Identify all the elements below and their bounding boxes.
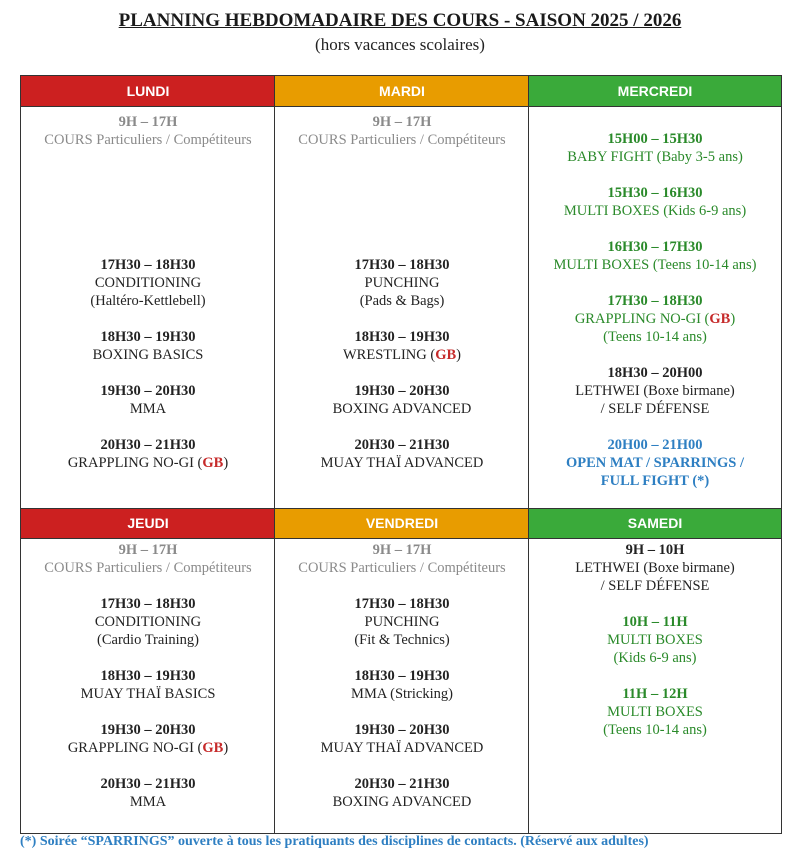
day-body-lundi bbox=[21, 107, 275, 508]
day-header-jeudi: JEUDI bbox=[21, 508, 275, 539]
slot-label: MMA bbox=[129, 794, 167, 810]
slot-time: 19H30 – 20H30 bbox=[354, 383, 450, 399]
slot-label: CONDITIONING bbox=[94, 614, 202, 630]
slot-time: 9H – 17H bbox=[372, 542, 432, 558]
slot-time: 17H30 – 18H30 bbox=[100, 257, 196, 273]
footnote: (*) Soirée “SPARRINGS” ouverte à tous les pratiquants des disciplines de contacts. (Réservé aux adultes) bbox=[20, 834, 649, 849]
day-column-lundi bbox=[21, 76, 275, 508]
slot-label: LETHWEI (Boxe birmane) bbox=[575, 560, 735, 576]
slot bbox=[529, 130, 781, 166]
gb-tag: GB bbox=[202, 455, 224, 471]
slot-label: OPEN MAT / SPARRINGS / bbox=[565, 455, 745, 471]
slot-sublabel: / SELF DÉFENSE bbox=[600, 401, 710, 417]
day-header-samedi: SAMEDI bbox=[529, 508, 781, 539]
slot-time: 17H30 – 18H30 bbox=[354, 257, 450, 273]
label-text: ) bbox=[223, 455, 229, 471]
slot bbox=[21, 256, 275, 310]
slot-time: 19H30 – 20H30 bbox=[100, 722, 196, 738]
slot-label: BOXING ADVANCED bbox=[332, 794, 472, 810]
slot-label bbox=[529, 310, 781, 328]
day-header-mercredi: MERCREDI bbox=[529, 76, 781, 107]
gb-tag: GB bbox=[202, 740, 224, 756]
day-body-mercredi bbox=[529, 107, 781, 508]
slot-sublabel: (Pads & Bags) bbox=[359, 293, 445, 309]
slot-time: 20H30 – 21H30 bbox=[100, 437, 196, 453]
day-column-mercredi bbox=[529, 76, 781, 508]
slot-label bbox=[275, 346, 529, 364]
page-subtitle: (hors vacances scolaires) bbox=[315, 35, 485, 54]
slot-label: MULTI BOXES (Kids 6-9 ans) bbox=[563, 203, 747, 219]
slot bbox=[529, 613, 781, 667]
day-column-samedi bbox=[529, 508, 781, 833]
day-body-vendredi bbox=[275, 539, 529, 833]
slot-label bbox=[21, 454, 275, 472]
slot-time: 11H – 12H bbox=[622, 686, 688, 702]
label-text: WRESTLING ( bbox=[342, 347, 436, 363]
slot bbox=[21, 667, 275, 703]
slot-time: 19H30 – 20H30 bbox=[100, 383, 196, 399]
slot-time: 18H30 – 19H30 bbox=[354, 668, 450, 684]
slot-time: 9H – 10H bbox=[625, 542, 685, 558]
day-column-vendredi bbox=[275, 508, 529, 833]
gb-tag: GB bbox=[435, 347, 457, 363]
label-text: ) bbox=[730, 311, 736, 327]
slot bbox=[275, 256, 529, 310]
label-text: GRAPPLING NO-GI ( bbox=[574, 311, 710, 327]
slot-label: COURS Particuliers / Compétiteurs bbox=[44, 560, 252, 576]
slot-time: 18H30 – 19H30 bbox=[100, 329, 196, 345]
slot-sublabel: (Fit & Technics) bbox=[354, 632, 450, 648]
slot-label bbox=[21, 739, 275, 757]
slot-time: 9H – 17H bbox=[118, 114, 178, 130]
slot bbox=[275, 775, 529, 811]
column-divider bbox=[274, 76, 275, 833]
slot-label: MULTI BOXES (Teens 10-14 ans) bbox=[553, 257, 757, 273]
slot-time: 15H30 – 16H30 bbox=[607, 185, 703, 201]
page-title: PLANNING HEBDOMADAIRE DES COURS - SAISON 2025 / 2026 bbox=[118, 10, 682, 31]
slot-sublabel: (Cardio Training) bbox=[97, 632, 199, 648]
slot-label: BOXING ADVANCED bbox=[332, 401, 472, 417]
slot-label: COURS Particuliers / Compétiteurs bbox=[298, 132, 506, 148]
day-header-mardi: MARDI bbox=[275, 76, 529, 107]
slot-label: PUNCHING bbox=[364, 614, 440, 630]
slot-label: BABY FIGHT (Baby 3-5 ans) bbox=[567, 149, 743, 165]
slot-sublabel: (Teens 10-14 ans) bbox=[603, 722, 707, 738]
slot bbox=[21, 721, 275, 757]
slot-time: 10H – 11H bbox=[622, 614, 688, 630]
label-text: ) bbox=[223, 740, 229, 756]
slot-time: 20H00 – 21H00 bbox=[607, 437, 703, 453]
slot-time: 18H30 – 20H00 bbox=[607, 365, 703, 381]
slot-time: 20H30 – 21H30 bbox=[100, 776, 196, 792]
slot-time: 20H30 – 21H30 bbox=[354, 437, 450, 453]
slot-label: MULTI BOXES bbox=[607, 632, 703, 648]
slot-label: MUAY THAÏ ADVANCED bbox=[320, 740, 484, 756]
day-body-jeudi bbox=[21, 539, 275, 833]
slot bbox=[529, 685, 781, 739]
slot-label: MUAY THAÏ ADVANCED bbox=[320, 455, 484, 471]
slot-open-mat bbox=[529, 436, 781, 490]
slot-time: 15H00 – 15H30 bbox=[607, 131, 703, 147]
slot-label: MMA bbox=[129, 401, 167, 417]
slot-label: CONDITIONING bbox=[94, 275, 202, 291]
slot-time: 17H30 – 18H30 bbox=[100, 596, 196, 612]
slot-time: 20H30 – 21H30 bbox=[354, 776, 450, 792]
slot-label: MMA (Stricking) bbox=[351, 686, 453, 702]
slot-label: LETHWEI (Boxe birmane) bbox=[575, 383, 735, 399]
slot-sublabel: / SELF DÉFENSE bbox=[600, 578, 710, 594]
slot-time: 16H30 – 17H30 bbox=[607, 239, 703, 255]
slot-time: 19H30 – 20H30 bbox=[354, 722, 450, 738]
slot-private bbox=[275, 541, 529, 577]
slot-private bbox=[275, 113, 529, 149]
schedule-grid bbox=[20, 75, 782, 834]
slot bbox=[275, 721, 529, 757]
row-divider bbox=[21, 508, 781, 509]
slot-time: 9H – 17H bbox=[118, 542, 178, 558]
day-header-vendredi: VENDREDI bbox=[275, 508, 529, 539]
slot bbox=[529, 184, 781, 220]
slot-time: 17H30 – 18H30 bbox=[607, 293, 703, 309]
slot-sublabel: FULL FIGHT (*) bbox=[600, 473, 710, 489]
slot bbox=[275, 595, 529, 649]
slot-private bbox=[21, 113, 275, 149]
slot bbox=[529, 541, 781, 595]
slot-time: 17H30 – 18H30 bbox=[354, 596, 450, 612]
slot-sublabel: (Teens 10-14 ans) bbox=[603, 329, 707, 345]
label-text: GRAPPLING NO-GI ( bbox=[67, 740, 203, 756]
slot-time: 9H – 17H bbox=[372, 114, 432, 130]
slot bbox=[21, 775, 275, 811]
slot-label: COURS Particuliers / Compétiteurs bbox=[44, 132, 252, 148]
slot bbox=[275, 667, 529, 703]
slot bbox=[275, 328, 529, 364]
slot-time: 18H30 – 19H30 bbox=[100, 668, 196, 684]
slot-sublabel: (Kids 6-9 ans) bbox=[613, 650, 697, 666]
day-body-samedi bbox=[529, 539, 781, 833]
slot bbox=[529, 292, 781, 346]
gb-tag: GB bbox=[709, 311, 731, 327]
slot-label: COURS Particuliers / Compétiteurs bbox=[298, 560, 506, 576]
day-body-mardi bbox=[275, 107, 529, 508]
label-text: ) bbox=[456, 347, 461, 363]
slot-label: MULTI BOXES bbox=[607, 704, 703, 720]
slot bbox=[529, 364, 781, 418]
slot-label: PUNCHING bbox=[364, 275, 440, 291]
label-text: GRAPPLING NO-GI ( bbox=[67, 455, 203, 471]
slot-label: BOXING BASICS bbox=[92, 347, 204, 363]
slot bbox=[275, 436, 529, 472]
slot bbox=[21, 595, 275, 649]
slot bbox=[275, 382, 529, 418]
day-column-mardi bbox=[275, 76, 529, 508]
slot-time: 18H30 – 19H30 bbox=[354, 329, 450, 345]
slot-sublabel: (Haltéro-Kettlebell) bbox=[90, 293, 206, 309]
day-header-lundi: LUNDI bbox=[21, 76, 275, 107]
slot bbox=[21, 328, 275, 364]
slot-private bbox=[21, 541, 275, 577]
column-divider bbox=[528, 76, 529, 833]
slot bbox=[529, 238, 781, 274]
slot bbox=[21, 382, 275, 418]
slot-label: MUAY THAÏ BASICS bbox=[80, 686, 216, 702]
slot bbox=[21, 436, 275, 472]
day-column-jeudi bbox=[21, 508, 275, 833]
